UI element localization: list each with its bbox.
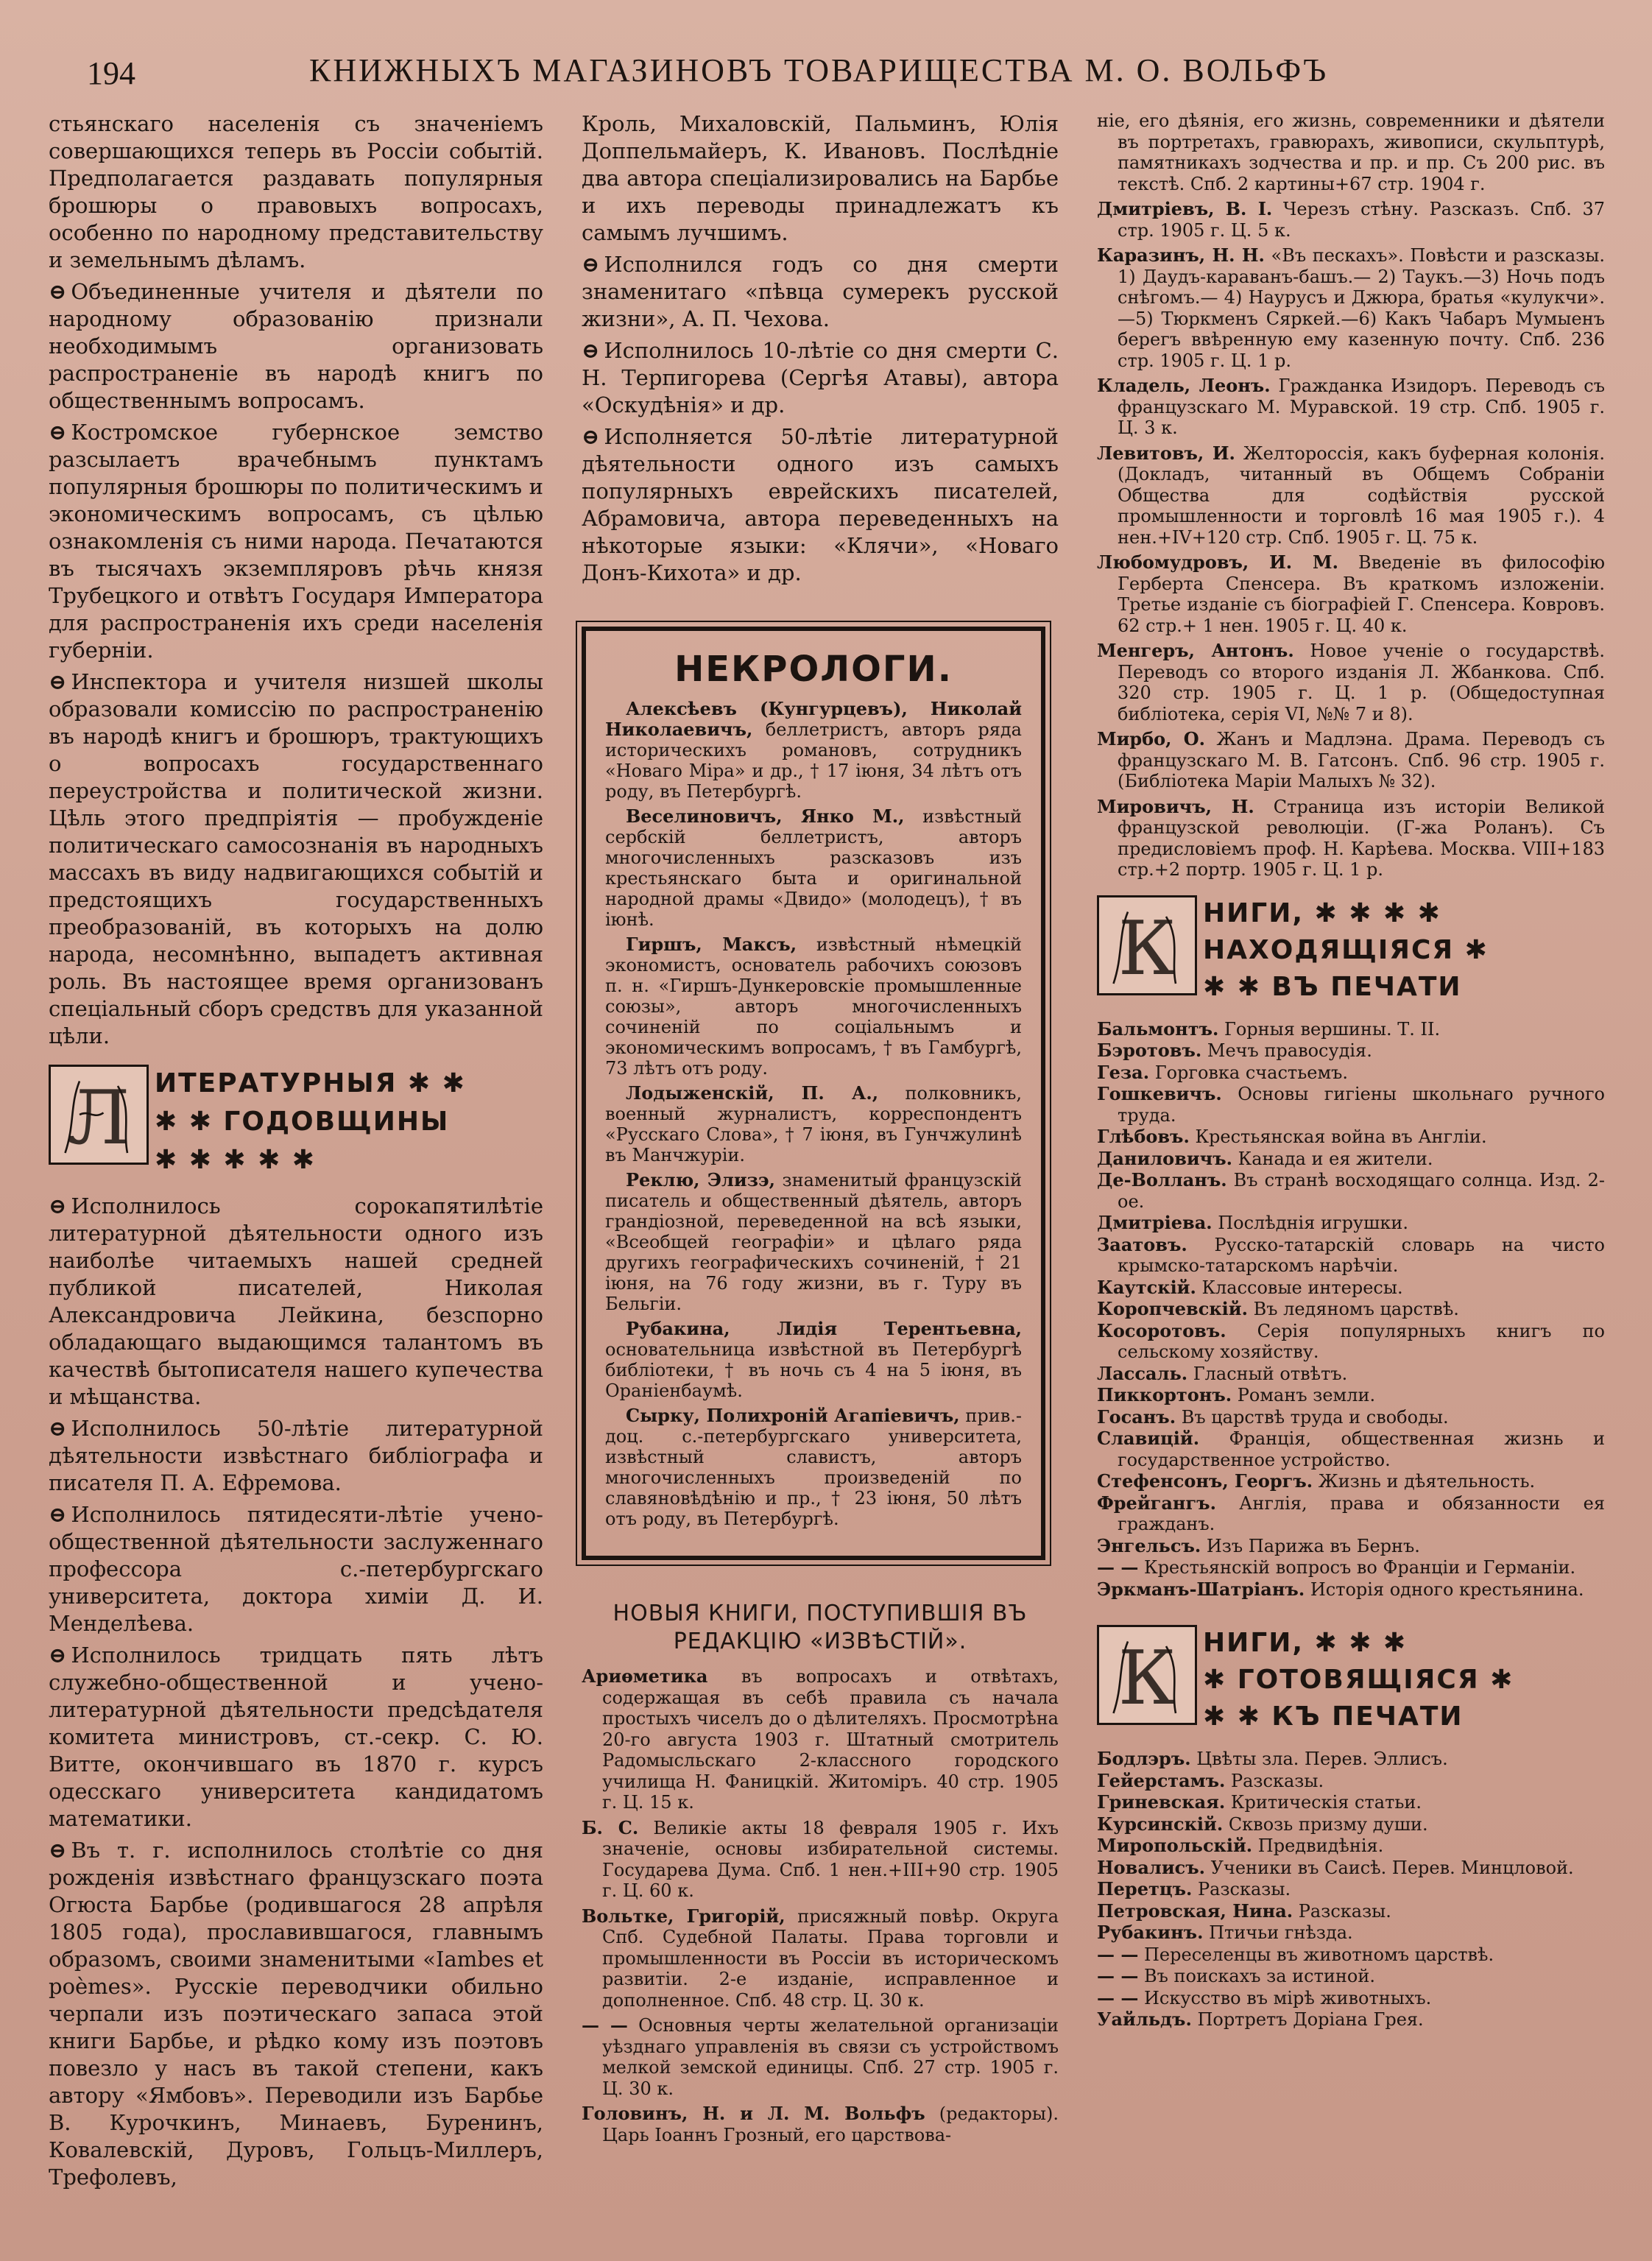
entry-text: (редакторы). Царь Іоаннъ Грозный, его царствова-: [602, 2103, 1059, 2145]
entry-author: Фрейгангъ.: [1097, 1492, 1216, 1514]
book-entry: [1097, 1792, 1605, 1813]
entry-author: — —: [1097, 1556, 1139, 1578]
floral-ornament-icon: [1097, 1625, 1197, 1725]
book-entry: [1097, 245, 1605, 371]
entry-text: Франція, общественная жизнь и государственное устройство.: [1118, 1428, 1605, 1470]
book-entry: [1097, 1966, 1605, 1987]
book-entry: [1097, 1213, 1605, 1234]
entry-text: Черезъ стѣну. Разсказъ. Спб. 37 стр. 1905 г. Ц. 5 к.: [1118, 199, 1605, 241]
entry-author: Новалисъ.: [1097, 1856, 1206, 1878]
entry-author: Косоротовъ.: [1097, 1319, 1226, 1341]
book-entry: [582, 2103, 1059, 2145]
entry-author: Даниловичъ.: [1097, 1147, 1232, 1169]
paragraph: ⊖ Исполнился годъ со дня смерти знаменитаго «пѣвца сумерекъ русской жизни», А. П. Чехова.: [582, 252, 1059, 331]
book-entry: [1097, 641, 1605, 724]
entry-text: Переселенцы въ животномъ царствѣ.: [1138, 1944, 1494, 1965]
book-entry: [1097, 1493, 1605, 1535]
entry-author: Каутскій.: [1097, 1276, 1196, 1298]
entry-author: Алексѣевъ (Кунгурцевъ), Николай Николаевичъ,: [605, 698, 1022, 740]
paragraph: Кроль, Михаловскій, Пальминъ, Юлія Доппельмайеръ, К. Ивановъ. Послѣдніе два автора спеціализировались на Барбье и ихъ переводы принадлежатъ къ самымъ лучшимъ.: [582, 111, 1059, 245]
book-entry: [1097, 1235, 1605, 1277]
entry-author: Головинъ, Н. и Л. М. Вольфъ: [582, 2103, 925, 2124]
entry-text: Основы гигіены школьнаго ручного труда.: [1118, 1084, 1605, 1126]
book-entry: [1097, 1277, 1605, 1299]
book-entry: [1097, 1814, 1605, 1835]
entry-text: Жанъ и Мадлэна. Драма. Переводъ съ французскаго М. В. Гатсонъ. Спб. 96 стр. 1905 г. (Библіотека Маріи Малыхъ № 32).: [1118, 729, 1606, 791]
entry-author: Де-Волланъ.: [1097, 1169, 1227, 1191]
entry-author: — —: [1097, 1986, 1139, 2008]
column-left: [49, 110, 543, 2195]
entry-text: извѣстный сербскій беллетристъ, авторъ многочисленныхъ разсказовъ изъ крестьянскаго быта и оригинальной народной драмы «Двидо» (молодецъ), † въ іюнѣ.: [605, 806, 1023, 930]
entry-author: Дмитріевъ, В. І.: [1097, 198, 1273, 219]
entry-text: Классовые интересы.: [1196, 1277, 1403, 1298]
obituaries-list: [605, 699, 1022, 1529]
entry-text: Горныя вершины. Т. II.: [1218, 1018, 1441, 1040]
book-entry: [1097, 1988, 1605, 2009]
entry-author: Менгеръ, Антонъ.: [1097, 640, 1294, 661]
entry-author: Лассаль.: [1097, 1362, 1188, 1384]
book-entry: [1097, 1149, 1605, 1170]
heading-text: ИТЕРАТУРНЫЯ ✱ ✱ ✱ ✱ ГОДОВЩИНЫ ✱ ✱ ✱ ✱ ✱: [155, 1068, 466, 1175]
new-books-list: [582, 1666, 1059, 2145]
book-entry: [1097, 729, 1605, 792]
paragraph: ⊖ Исполняется 50-лѣтіе литературной дѣятельности одного изъ самыхъ популярныхъ еврейскихъ писателей, Абрамовича, автора переведенныхъ на нѣкоторые языки: «Клячи», «Новаго Донъ-Кихота» и др.: [582, 424, 1059, 585]
entry-text: Портретъ Доріана Грея.: [1191, 2009, 1424, 2030]
book-entry: [1097, 1471, 1605, 1492]
entry-author: Рубакина, Лидія Терентьевна,: [626, 1318, 1022, 1339]
entry-author: Рубакинъ.: [1097, 1922, 1204, 1943]
entry-author: Мирбо, О.: [1097, 728, 1206, 749]
book-entry: [1097, 1771, 1605, 1792]
circle-bullet-icon: ⊖: [49, 279, 67, 304]
column-right: [1097, 110, 1605, 2031]
circle-bullet-icon: ⊖: [49, 1838, 67, 1863]
entry-text: Гражданка Изидоръ. Переводъ съ французскаго М. Муравской. 19 стр. Спб. 1905 г. Ц. 3 к.: [1118, 375, 1606, 438]
preparing-list: [1097, 1749, 1605, 2031]
entry-text: Основныя черты желательной организаціи уѣзднаго управленія въ связи съ устройствомъ мелкой земской единицы. Спб. 27 стр. 1905 г. Ц. 30 к.: [602, 2015, 1059, 2099]
entry-author: — —: [1097, 1943, 1139, 1965]
book-entry: [1097, 2009, 1605, 2031]
entry-text: полковникъ, военный журналистъ, корреспондентъ «Русскаго Слова», † 7 іюня, въ Гунчжулинѣ въ Манчжуріи.: [605, 1083, 1023, 1165]
svg-text:К: К: [1118, 904, 1176, 992]
paragraph: ⊖ Въ т. г. исполнилось столѣтіе со дня рожденія извѣстнаго французскаго поэта Огюста Барбье (родившагося 28 апрѣля 1805 года), прославившагося, главнымъ образомъ, своими знаменитыми «Iambes et poèmes». Русскіе переводчики обильно черпали изъ поэтическаго запаса этой книги Барбье, и рѣдко кому изъ поэтовъ повезло у насъ въ такой степени, какъ автору «Ямбовъ». Переводили изъ Барбье В. Курочкинъ, Минаевъ, Буренинъ, Ковалевскій, Дуровъ, Гольцъ-Миллеръ, Трефолевъ,: [49, 1838, 543, 2190]
entry-text: Исторія одного крестьянина.: [1305, 1579, 1584, 1600]
page-number: 194: [87, 55, 135, 91]
entry-text: Сквозь призму души.: [1223, 1813, 1428, 1835]
entry-author: Глѣбовъ.: [1097, 1126, 1190, 1147]
book-entry: [582, 1906, 1059, 2011]
entry-author: Курсинскій.: [1097, 1813, 1224, 1835]
entry-text: основательница извѣстной въ Петербургѣ библіотеки, † въ ночь съ 4 на 5 іюня, въ Ораніенбаумѣ.: [605, 1339, 1022, 1401]
entry-text: Птичьи гнѣзда.: [1203, 1922, 1353, 1943]
book-entry: [1097, 1084, 1605, 1126]
entry-author: Веселиновичъ, Янко М.,: [626, 805, 905, 827]
entry-author: Лодыженскій, П. А.,: [626, 1082, 879, 1104]
floral-ornament-icon: [49, 1065, 149, 1165]
heading-text: НИГИ, ✱ ✱ ✱ ✱ НАХОДЯЩІЯСЯ ✱ ✱ ✱ ВЪ ПЕЧАТИ: [1203, 897, 1489, 1002]
book-entry: [1097, 1385, 1605, 1406]
entry-text: Въ ледяномъ царствѣ.: [1247, 1299, 1459, 1319]
entry-text: Гласный отвѣтъ.: [1187, 1363, 1348, 1384]
entry-author: Перетцъ.: [1097, 1878, 1193, 1900]
book-entry: [1097, 1557, 1605, 1579]
in-press-list: [1097, 1019, 1605, 1601]
obituary-entry: [605, 1170, 1022, 1314]
obituary-entry: [605, 806, 1022, 930]
entry-author: Б. С.: [582, 1816, 639, 1838]
book-entry: [1097, 797, 1605, 881]
entry-text: извѣстный нѣмецкій экономистъ, основатель рабочихъ союзовъ п. н. «Гиршъ-Дункеровскіе промышленные союзы», авторъ многочисленныхъ сочиненій по соціальнымъ и экономическимъ вопросамъ, † въ Гамбургѣ, 73 лѣтъ отъ роду.: [605, 934, 1022, 1079]
entry-author: Стефенсонъ, Георгъ.: [1097, 1470, 1313, 1492]
book-entry: [1097, 1922, 1605, 1944]
entry-author: Каразинъ, Н. Н.: [1097, 244, 1265, 266]
entry-text: Изъ Парижа въ Бернъ.: [1201, 1535, 1420, 1556]
entry-text: Крестьянскій вопросъ во Франціи и Германіи.: [1138, 1557, 1576, 1578]
entry-author: Геза.: [1097, 1061, 1150, 1083]
new-books-heading: НОВЫЯ КНИГИ, ПОСТУПИВШІЯ ВЪ РЕДАКЦІЮ «ИЗВѢСТІЙ».: [613, 1601, 1028, 1654]
book-entry: [1097, 1407, 1605, 1428]
entry-author: Бальмонтъ.: [1097, 1017, 1219, 1040]
svg-text:Л: Л: [67, 1074, 130, 1161]
book-entry: [1097, 1170, 1605, 1212]
entry-text: Жизнь и дѣятельность.: [1313, 1471, 1536, 1492]
entry-author: Гошкевичъ.: [1097, 1083, 1222, 1104]
entry-text: Горговка счастьемъ.: [1149, 1062, 1349, 1083]
entry-text: Великіе акты 18 февраля 1905 г. Ихъ значеніе, основы избирательной системы. Государева Дума. Спб. 1 нен.+III+90 стр. 1905 г. Ц. 60 к.: [602, 1817, 1059, 1901]
entry-text: въ вопросахъ и отвѣтахъ, содержащая въ себѣ правила съ начала простыхъ чиселъ до о дѣлителяхъ. Просмотрѣна 20-го августа 1903 г. Штатный смотритель Радомысльскаго 2-классного городского училища Н. Фаницкій. Житоміръ. 40 стр. 1905 г. Ц. 15 к.: [602, 1666, 1059, 1813]
entry-text: ніе, его дѣянія, его жизнь, современники и дѣятели въ портретахъ, гравюрахъ, живописи, скульптурѣ, памятникахъ зодчества и пр. и пр. Съ 200 рис. въ текстѣ. Спб. 2 картины+67 стр. 1904 г.: [1097, 110, 1605, 194]
entry-author: Эркманъ-Шатріанъ.: [1097, 1578, 1305, 1600]
entry-text: Послѣднія игрушки.: [1212, 1213, 1408, 1233]
heading-text: НИГИ, ✱ ✱ ✱ ✱ ГОТОВЯЩІЯСЯ ✱ ✱ ✱ КЪ ПЕЧАТИ: [1203, 1628, 1514, 1732]
entry-text: Предвидѣнія.: [1252, 1835, 1384, 1856]
obituaries-box: [582, 627, 1045, 1560]
circle-bullet-icon: ⊖: [49, 1502, 67, 1527]
paragraph: ⊖ Исполнилось 50-лѣтіе литературной дѣятельности извѣстнаго библіографа и писателя П. А. Ефремова.: [49, 1416, 543, 1495]
paragraph: ⊖ Объединенные учителя и дѣятели по народному образованію признали необходимымъ организовать распространеніе въ народѣ книгъ по общественнымъ вопросамъ.: [49, 279, 543, 413]
entry-author: Коропчевскій.: [1097, 1298, 1248, 1319]
entry-text: Романъ земли.: [1232, 1385, 1376, 1405]
entry-author: Энгельсъ.: [1097, 1534, 1201, 1556]
entry-text: Введеніе въ философію Герберта Спенсера. Въ краткомъ изложеніи. Третье изданіе съ біографіей Г. Спенсера. Ковровъ. 62 стр.+ 1 нен. 1905 г. Ц. 40 к.: [1118, 552, 1605, 636]
book-entry: [1097, 1858, 1605, 1879]
circle-bullet-icon: ⊖: [49, 1193, 67, 1218]
obituaries-title: НЕКРОЛОГИ.: [674, 649, 953, 690]
book-entry: [1097, 1019, 1605, 1040]
circle-bullet-icon: ⊖: [49, 420, 67, 445]
entry-author: Гейерстамъ.: [1097, 1769, 1226, 1791]
entry-author: Мировичъ, Н.: [1097, 795, 1254, 817]
book-entry: [582, 1818, 1059, 1902]
entry-text: прив.-доц. с.-петербургскаго университета, извѣстный славистъ, авторъ многочисленныхъ произведеній по славяновѣдѣнію и пр., † 23 іюня, 50 лѣтъ отъ роду, въ Петербургѣ.: [605, 1405, 1022, 1529]
entry-author: — —: [1097, 1965, 1139, 1986]
entry-author: Дмитріева.: [1097, 1212, 1212, 1233]
entry-text: Въ царствѣ труда и свободы.: [1176, 1406, 1449, 1428]
book-entry: [1097, 1126, 1605, 1148]
book-entry: [1097, 1879, 1605, 1900]
paragraph: ⊖ Костромское губернское земство разсылаетъ врачебнымъ пунктамъ популярныя брошюры по политическимъ и экономическимъ вопросамъ, съ цѣлью ознакомленія съ ними народа. Печатаются въ тысячахъ экземпляровъ рѣчь князя Трубецкого и отвѣтъ Государя Императора для распространенія ихъ среди населенія губерніи.: [49, 420, 543, 663]
book-entry: [1097, 1835, 1605, 1857]
entry-author: Сырку, Полихроній Агапіевичъ,: [626, 1405, 960, 1426]
entry-author: Гиршъ, Максъ,: [626, 934, 797, 955]
obituary-entry: [605, 1319, 1022, 1401]
entry-text: Крестьянская война въ Англіи.: [1189, 1126, 1487, 1147]
entry-author: Любомудровъ, И. М.: [1097, 551, 1338, 573]
book-entry: [1097, 1364, 1605, 1385]
obituary-entry: [605, 1405, 1022, 1529]
entry-text: Искусство въ мірѣ животныхъ.: [1138, 1987, 1432, 2008]
book-entry: [1097, 199, 1605, 241]
circle-bullet-icon: ⊖: [582, 338, 600, 363]
entry-author: Кладель, Леонъ.: [1097, 375, 1271, 396]
circle-bullet-icon: ⊖: [582, 252, 600, 277]
obituary-entry: [605, 934, 1022, 1079]
entry-text: Канада и ея жители.: [1232, 1148, 1433, 1169]
book-entry: [1097, 110, 1605, 194]
entry-author: Уайльдъ.: [1097, 2008, 1192, 2030]
book-entry: [1097, 552, 1605, 636]
paragraph: ⊖ Исполнилось сорокапятилѣтіе литературной дѣятельности одного изъ наиболѣе читаемыхъ нашей средней публикой писателей, Николая Александровича Лейкина, безспорно обладающаго выдающимся талантомъ въ качествѣ бытописателя нашего купечества и мѣщанства.: [49, 1193, 543, 1409]
section-heading-anniversaries: [49, 1065, 543, 1179]
circle-bullet-icon: ⊖: [582, 424, 600, 449]
book-entry: [1097, 1299, 1605, 1320]
book-entry: [1097, 1944, 1605, 1966]
entry-text: Новое ученіе о государствѣ. Переводъ со второго изданія Л. Жбанкова. Спб. 320 стр. 1905 г. Ц. 1 р. (Общедоступная библіотека, серія VI, №№ 7 и 8).: [1118, 641, 1605, 724]
entry-author: Левитовъ, И.: [1097, 442, 1235, 464]
entry-text: Желтороссія, какъ буферная колонія. (Докладъ, читанный въ Общемъ Собраніи Общества для содѣйствія русской промышленности и торговлѣ 16 мая 1905 г.). 4 нен.+IV+120 стр. Спб. 1905 г. Ц. 75 к.: [1118, 442, 1605, 548]
paragraph: ⊖ Исполнилось 10-лѣтіе со дня смерти С. Н. Терпигорева (Сергѣя Атавы), автора «Оскудѣнія» и др.: [582, 338, 1059, 417]
entry-text: Критическія статьи.: [1225, 1792, 1422, 1813]
paragraph: ⊖ Инспектора и учителя низшей школы образовали комиссію по распространенію въ народѣ книгъ и брошюръ, трактующихъ о вопросахъ государственнаго переустройства и политической жизни. Цѣль этого предпріятія — пробужденіе политическаго самосознанія въ народныхъ массахъ въ виду надвигающихся событій и предстоящихъ государственныхъ преобразованій, въ которыхъ на долю народа, несомнѣнно, выпадетъ активная роль. Въ настоящее время организованъ спеціальный сборъ средствъ для указанной цѣли.: [49, 669, 543, 1048]
paragraph: стьянскаго населенія съ значеніемъ совершающихся теперь въ Россіи событій. Предполагается раздавать популярныя брошюры о правовыхъ вопросахъ, особенно по народному представительству и земельнымъ дѣламъ.: [49, 111, 543, 272]
entry-text: Разсказы.: [1293, 1900, 1391, 1922]
entry-text: Русско-татарскій словарь на чисто крымско-татарскомъ нарѣчіи.: [1118, 1234, 1605, 1276]
entry-text: беллетристъ, авторъ ряда историческихъ романовъ, сотрудникъ «Новаго Міра» и др., † 17 іюня, 34 лѣтъ отъ роду, въ Петербургѣ.: [605, 719, 1022, 802]
entry-text: Въ поискахъ за истиной.: [1138, 1966, 1375, 1986]
paragraph: ⊖ Исполнилось пятидесяти-лѣтіе учено-общественной дѣятельности заслуженнаго профессора с.-петербургскаго университета, доктора химіи Д. И. Менделѣева.: [49, 1502, 543, 1636]
entry-text: Мечъ правосудія.: [1201, 1040, 1372, 1061]
entry-author: Миропольскій.: [1097, 1835, 1253, 1856]
entry-author: Пиккортонъ.: [1097, 1384, 1232, 1405]
entry-text: Разсказы.: [1225, 1770, 1324, 1791]
entry-author: Бодлэръ.: [1097, 1748, 1191, 1769]
obituary-entry: [605, 1083, 1022, 1165]
book-entry: [1097, 1428, 1605, 1470]
book-entry: [582, 2015, 1059, 2099]
obituary-entry: [605, 699, 1022, 802]
entry-text: Англія, права и обязанности ея гражданъ.: [1118, 1492, 1605, 1534]
entry-author: Вольтке, Григорій,: [582, 1905, 786, 1927]
entry-text: Цвѣты зла. Перев. Эллисъ.: [1190, 1749, 1448, 1769]
circle-bullet-icon: ⊖: [49, 1416, 67, 1441]
book-entry: [1097, 1062, 1605, 1084]
entry-text: Въ странѣ восходящаго солнца. Изд. 2-ое.: [1118, 1170, 1605, 1212]
circle-bullet-icon: ⊖: [49, 669, 67, 694]
entry-author: Госанъ.: [1097, 1405, 1176, 1428]
floral-ornament-icon: [1097, 895, 1197, 995]
book-entry: [1097, 1536, 1605, 1557]
entry-author: Заатовъ.: [1097, 1233, 1187, 1255]
paragraph: ⊖ Исполнилось тридцать пять лѣтъ служебно-общественной и учено-литературной дѣятельности предсѣдателя комитета министровъ, ст.-секр. С. Ю. Витте, окончившаго въ 1870 г. курсъ одесскаго университета кандидатомъ математики.: [49, 1643, 543, 1831]
section-heading-preparing: [1097, 1625, 1605, 1735]
book-entry: [1097, 443, 1605, 549]
entry-author: Петровская, Нина.: [1097, 1900, 1293, 1922]
entry-text: знаменитый французскій писатель и общественный дѣятель, авторъ грандіозной, переведенной на всѣ языки, «Всеобщей географіи» и цѣлаго ряда другихъ географическихъ сочиненій, † 21 іюня, на 76 году жизни, въ г. Туру въ Бельгіи.: [605, 1170, 1022, 1314]
entry-author: Славицій.: [1097, 1428, 1200, 1449]
entry-text: Разсказы.: [1192, 1879, 1291, 1900]
book-entry: [1097, 375, 1605, 439]
section-heading-in-press: [1097, 895, 1605, 1006]
book-entry: [1097, 1749, 1605, 1770]
svg-text:К: К: [1118, 1634, 1176, 1721]
entry-text: присяжный повѣр. Округа Спб. Судебной Палаты. Права торговли и промышленности въ Россіи въ историческомъ развитіи. 2-е изданіе, исправленное и дополненное. Спб. 48 стр. Ц. 30 к.: [602, 1905, 1059, 2011]
column-middle: [582, 110, 1059, 2150]
entry-text: «Въ пескахъ». Повѣсти и разсказы. 1) Даудъ-караванъ-башъ.— 2) Таукъ.—3) Ночь подъ снѣгомъ.— 4) Наурусъ и Джюра, братья «кулукчи».—5) Тюркменъ Сяркей.—6) Какъ Чабаръ Мумыенъ берегъ ввѣренную ему казенную почту. Спб. 236 стр. 1905 г. Ц. 1 р.: [1118, 245, 1606, 371]
entry-author: Реклю, Элизэ,: [626, 1169, 775, 1191]
entry-author: — —: [582, 2014, 628, 2036]
circle-bullet-icon: ⊖: [49, 1643, 67, 1668]
entry-author: Ариѳметика: [582, 1665, 708, 1687]
book-entry: [1097, 1040, 1605, 1062]
entry-text: Ученики въ Саисѣ. Перев. Минцловой.: [1205, 1857, 1574, 1878]
book-entries-continued: [1097, 110, 1605, 881]
entry-author: Гриневская.: [1097, 1791, 1226, 1813]
book-entry: [1097, 1901, 1605, 1922]
book-entry: [1097, 1321, 1605, 1363]
book-entry: [1097, 1579, 1605, 1601]
entry-text: Страница изъ исторіи Великой французской революціи. (Г-жа Роланъ). Съ предисловіемъ проф. Н. Карѣева. Москва. VIII+183 стр.+2 портр. 1905 г. Ц. 1 р.: [1118, 796, 1605, 880]
running-head: КНИЖНЫХЪ МАГАЗИНОВЪ ТОВАРИЩЕСТВА М. О. ВОЛЬФЪ: [309, 52, 1329, 88]
entry-text: Серія популярныхъ книгъ по сельскому хозяйству.: [1118, 1320, 1605, 1362]
entry-author: Бэротовъ.: [1097, 1040, 1202, 1061]
book-entry: [582, 1666, 1059, 1813]
